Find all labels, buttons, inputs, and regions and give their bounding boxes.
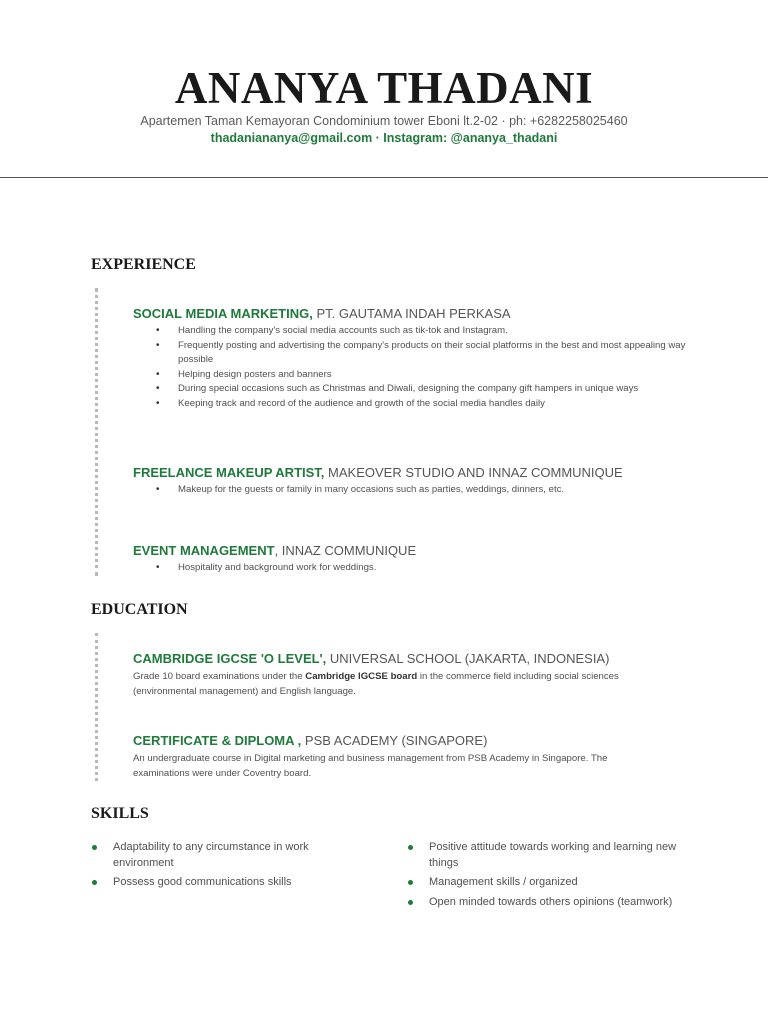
board-name: Cambridge IGCSE board bbox=[305, 671, 418, 682]
list-item: • Handling the company's social media accounts such as tik-tok and Instagram. bbox=[133, 324, 693, 339]
list-item: • Frequently posting and advertising the company's products on their social platforms in the best and most appealing way possible bbox=[133, 339, 693, 368]
entry-title bbox=[133, 543, 693, 558]
qualification: CAMBRIDGE IGCSE 'O LEVEL', bbox=[133, 651, 327, 666]
experience-entry-makeup-artist bbox=[133, 465, 693, 498]
entry-title bbox=[133, 733, 693, 748]
skills-heading: SKILLS bbox=[91, 805, 149, 822]
header-divider bbox=[0, 177, 768, 178]
institution: PSB ACADEMY (SINGAPORE) bbox=[301, 733, 488, 748]
education-heading: EDUCATION bbox=[91, 601, 188, 618]
job-role: EVENT MANAGEMENT bbox=[133, 543, 275, 558]
skill-item: Positive attitude towards working and learning new things bbox=[407, 840, 677, 871]
list-item: • Helping design posters and banners bbox=[133, 368, 693, 383]
qualification: CERTIFICATE & DIPLOMA , bbox=[133, 733, 302, 748]
list-item: • Hospitality and background work for weddings. bbox=[133, 561, 693, 576]
experience-dotted-rule bbox=[95, 288, 98, 576]
address-phone-line: Apartemen Taman Kemayoran Condominium tower Eboni lt.2-02 · ph: +6282258025460 bbox=[140, 114, 628, 128]
job-role: FREELANCE MAKEUP ARTIST, bbox=[133, 465, 325, 480]
email-instagram-line[interactable]: thadaniananya@gmail.com · Instagram: @ananya_thadani bbox=[210, 131, 558, 145]
responsibility-list bbox=[133, 561, 693, 576]
skill-item: Possess good communications skills bbox=[91, 875, 361, 891]
entry-title bbox=[133, 651, 693, 666]
list-item: • Keeping track and record of the audience and growth of the social media handles daily bbox=[133, 397, 693, 412]
skills-right-column bbox=[407, 840, 677, 914]
responsibility-list bbox=[133, 483, 693, 498]
candidate-name: ANANYA THADANI bbox=[174, 63, 594, 113]
list-item: • During special occasions such as Christmas and Diwali, designing the company gift hampers in unique ways bbox=[133, 382, 693, 397]
skills-left-column bbox=[91, 840, 361, 895]
employer: PT. GAUTAMA INDAH PERKASA bbox=[312, 306, 511, 321]
education-entry-diploma bbox=[133, 733, 693, 781]
institution: UNIVERSAL SCHOOL (JAKARTA, INDONESIA) bbox=[326, 651, 610, 666]
job-role: SOCIAL MEDIA MARKETING, bbox=[133, 306, 313, 321]
skill-item: Management skills / organized bbox=[407, 875, 677, 891]
entry-title bbox=[133, 306, 693, 321]
entry-title bbox=[133, 465, 693, 480]
education-description: An undergraduate course in Digital marketing and business management from PSB Academy in Singapore. The examinations were under Coventry board. bbox=[133, 753, 608, 779]
education-dotted-rule bbox=[95, 633, 98, 781]
responsibility-list bbox=[133, 324, 693, 412]
list-item: • Makeup for the guests or family in many occasions such as parties, weddings, dinners, etc. bbox=[133, 483, 693, 498]
education-description: Grade 10 board examinations under the Cambridge IGCSE board in the commerce field including social sciences (environmental management) and English language. bbox=[133, 671, 619, 697]
skill-item: Open minded towards others opinions (teamwork) bbox=[407, 895, 677, 911]
employer: , INNAZ COMMUNIQUE bbox=[274, 543, 417, 558]
skill-item: Adaptability to any circumstance in work environment bbox=[91, 840, 361, 871]
experience-entry-social-media bbox=[133, 306, 693, 412]
employer: MAKEOVER STUDIO AND INNAZ COMMUNIQUE bbox=[324, 465, 623, 480]
education-entry-igcse bbox=[133, 651, 693, 699]
experience-entry-event-management bbox=[133, 543, 693, 576]
experience-heading: EXPERIENCE bbox=[91, 256, 196, 273]
